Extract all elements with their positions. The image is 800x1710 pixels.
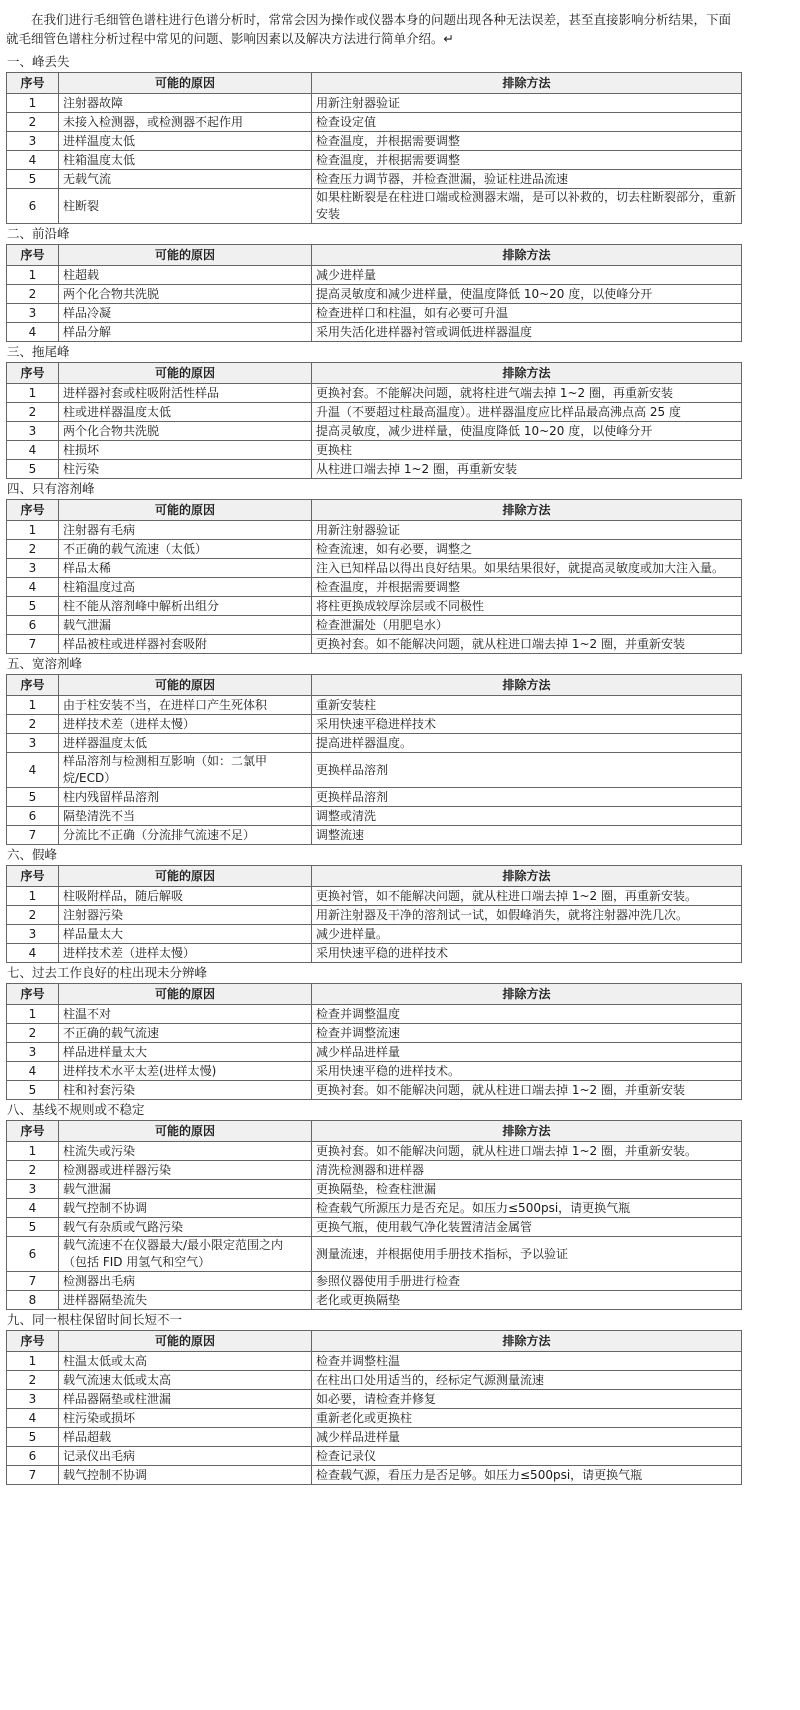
row-fix: 更换衬套。如不能解决问题，就从柱进口端去掉 1~2 圈，并重新安装 (312, 635, 742, 654)
header-fix: 排除方法 (312, 1331, 742, 1352)
section-title: 二、前沿峰 (7, 226, 70, 241)
troubleshooting-table (6, 244, 742, 342)
row-number: 3 (7, 304, 59, 323)
row-cause: 无载气流 (59, 170, 312, 189)
row-cause: 柱断裂 (59, 189, 312, 224)
row-number: 4 (7, 1062, 59, 1081)
row-fix: 更换样品溶剂 (312, 788, 742, 807)
row-number: 1 (7, 1142, 59, 1161)
table-row (7, 1062, 742, 1081)
row-fix: 检查泄漏处（用肥皂水） (312, 616, 742, 635)
row-cause: 载气泄漏 (59, 1180, 312, 1199)
row-number: 3 (7, 1390, 59, 1409)
table-row (7, 304, 742, 323)
row-fix: 减少进样量。 (312, 925, 742, 944)
row-fix: 检查载气所源压力是否充足。如压力≤500psi，请更换气瓶 (312, 1199, 742, 1218)
row-number: 4 (7, 1199, 59, 1218)
row-fix: 更换隔垫，检查柱泄漏 (312, 1180, 742, 1199)
row-number: 1 (7, 266, 59, 285)
row-number: 5 (7, 597, 59, 616)
row-cause: 记录仪出毛病 (59, 1447, 312, 1466)
row-number: 2 (7, 1371, 59, 1390)
row-cause: 注射器故障 (59, 94, 312, 113)
row-fix: 在柱出口处用适当的，经标定气源测量流速 (312, 1371, 742, 1390)
row-cause: 柱污染或损坏 (59, 1409, 312, 1428)
row-number: 5 (7, 1428, 59, 1447)
row-fix: 更换柱 (312, 441, 742, 460)
row-cause: 样品超载 (59, 1428, 312, 1447)
row-fix: 采用快速平稳进样技术 (312, 715, 742, 734)
table-row (7, 944, 742, 963)
intro-paragraph: 在我们进行毛细管色谱柱进行色谱分析时，常常会因为操作或仪器本身的问题出现各种无法误差，甚至直接影响分析结果，下面就毛细管色谱柱分析过程中常见的问题、影响因素以及解决方法进行简单介绍。↵ (6, 12, 732, 46)
row-cause: 未接入检测器，或检测器不起作用 (59, 113, 312, 132)
row-fix: 采用快速平稳的进样技术 (312, 944, 742, 963)
row-number: 7 (7, 1466, 59, 1485)
row-cause: 柱损坏 (59, 441, 312, 460)
row-fix: 调整流速 (312, 826, 742, 845)
row-fix: 从柱进口端去掉 1~2 圈，再重新安装 (312, 460, 742, 479)
row-cause: 进样技术差（进样太慢） (59, 944, 312, 963)
table-row (7, 94, 742, 113)
row-fix: 用新注射器验证 (312, 521, 742, 540)
row-cause: 两个化合物共洗脱 (59, 422, 312, 441)
row-fix: 调整或清洗 (312, 807, 742, 826)
table-row (7, 1199, 742, 1218)
row-cause: 注射器污染 (59, 906, 312, 925)
table-row (7, 616, 742, 635)
section-title: 四、只有溶剂峰 (7, 481, 95, 496)
row-number: 3 (7, 734, 59, 753)
row-cause: 由于柱安装不当，在进样口产生死体积 (59, 696, 312, 715)
row-fix: 提高灵敏度，减少进样量，使温度降低 10~20 度，以使峰分开 (312, 422, 742, 441)
table-row (7, 384, 742, 403)
row-cause: 注射器有毛病 (59, 521, 312, 540)
table-row (7, 540, 742, 559)
header-num: 序号 (7, 1331, 59, 1352)
row-number: 6 (7, 616, 59, 635)
table-header-row (7, 1331, 742, 1352)
row-cause: 柱箱温度过高 (59, 578, 312, 597)
row-fix: 检查温度，并根据需要调整 (312, 578, 742, 597)
table-header-row (7, 1121, 742, 1142)
table-header-row (7, 984, 742, 1005)
row-number: 6 (7, 1447, 59, 1466)
row-fix: 检查温度，并根据需要调整 (312, 151, 742, 170)
table-row (7, 696, 742, 715)
row-cause: 进样技术差（进样太慢） (59, 715, 312, 734)
row-cause: 柱温太低或太高 (59, 1352, 312, 1371)
row-number: 4 (7, 1409, 59, 1428)
row-number: 2 (7, 113, 59, 132)
table-row (7, 266, 742, 285)
row-number: 7 (7, 1272, 59, 1291)
section (6, 963, 742, 1100)
row-cause: 柱和衬套污染 (59, 1081, 312, 1100)
row-number: 5 (7, 170, 59, 189)
troubleshooting-table (6, 362, 742, 479)
section-title: 八、基线不规则或不稳定 (7, 1102, 145, 1117)
section (6, 342, 742, 479)
row-fix: 检查并调整柱温 (312, 1352, 742, 1371)
row-fix: 重新老化或更换柱 (312, 1409, 742, 1428)
row-fix: 减少样品进样量 (312, 1043, 742, 1062)
row-fix: 更换气瓶，使用载气净化装置清洁金属管 (312, 1218, 742, 1237)
table-row (7, 753, 742, 788)
table-row (7, 460, 742, 479)
row-number: 3 (7, 422, 59, 441)
row-fix: 如果柱断裂是在柱进口端或检测器末端，是可以补救的，切去柱断裂部分，重新安装 (312, 189, 742, 224)
header-cause: 可能的原因 (59, 500, 312, 521)
row-cause: 进样器衬套或柱吸附活性样品 (59, 384, 312, 403)
header-fix: 排除方法 (312, 1121, 742, 1142)
header-cause: 可能的原因 (59, 675, 312, 696)
row-fix: 检查设定值 (312, 113, 742, 132)
row-cause: 分流比不正确（分流排气流速不足） (59, 826, 312, 845)
section-title: 五、宽溶剂峰 (7, 656, 83, 671)
header-fix: 排除方法 (312, 675, 742, 696)
row-number: 6 (7, 807, 59, 826)
table-header-row (7, 363, 742, 384)
row-number: 1 (7, 384, 59, 403)
header-cause: 可能的原因 (59, 1331, 312, 1352)
table-row (7, 1237, 742, 1272)
row-cause: 检测器出毛病 (59, 1272, 312, 1291)
row-fix: 检查并调整流速 (312, 1024, 742, 1043)
header-fix: 排除方法 (312, 984, 742, 1005)
row-cause: 样品量太大 (59, 925, 312, 944)
header-cause: 可能的原因 (59, 73, 312, 94)
row-fix: 提高灵敏度和减少进样量，使温度降低 10~20 度，以使峰分开 (312, 285, 742, 304)
table-row (7, 1005, 742, 1024)
row-fix: 更换衬套。如不能解决问题，就从柱进口端去掉 1~2 圈，并重新安装。 (312, 1142, 742, 1161)
row-number: 4 (7, 944, 59, 963)
row-fix: 更换衬管，如不能解决问题，就从柱进口端去掉 1~2 圈，再重新安装。 (312, 887, 742, 906)
section-title: 九、同一根柱保留时间长短不一 (7, 1312, 183, 1327)
row-fix: 清洗检测器和进样器 (312, 1161, 742, 1180)
row-cause: 载气控制不协调 (59, 1466, 312, 1485)
section-title: 一、峰丢失 (7, 54, 70, 69)
row-number: 8 (7, 1291, 59, 1310)
header-num: 序号 (7, 1121, 59, 1142)
row-cause: 柱或进样器温度太低 (59, 403, 312, 422)
header-cause: 可能的原因 (59, 245, 312, 266)
row-fix: 老化或更换隔垫 (312, 1291, 742, 1310)
header-num: 序号 (7, 245, 59, 266)
table-row (7, 715, 742, 734)
table-row (7, 113, 742, 132)
table-row (7, 189, 742, 224)
header-num: 序号 (7, 675, 59, 696)
row-fix: 检查载气源，看压力是否足够。如压力≤500psi，请更换气瓶 (312, 1466, 742, 1485)
header-num: 序号 (7, 866, 59, 887)
table-row (7, 578, 742, 597)
row-fix: 更换样品溶剂 (312, 753, 742, 788)
table-header-row (7, 245, 742, 266)
header-cause: 可能的原因 (59, 363, 312, 384)
section-title: 三、拖尾峰 (7, 344, 70, 359)
table-row (7, 403, 742, 422)
row-number: 4 (7, 323, 59, 342)
row-cause: 样品太稀 (59, 559, 312, 578)
table-row (7, 1043, 742, 1062)
row-cause: 柱超载 (59, 266, 312, 285)
header-fix: 排除方法 (312, 500, 742, 521)
row-fix: 更换衬套。不能解决问题，就将柱进气端去掉 1~2 圈，再重新安装 (312, 384, 742, 403)
row-number: 1 (7, 94, 59, 113)
row-fix: 提高进样器温度。 (312, 734, 742, 753)
row-fix: 将柱更换成较厚涂层或不同极性 (312, 597, 742, 616)
table-row (7, 1272, 742, 1291)
row-number: 5 (7, 788, 59, 807)
row-cause: 检测器或进样器污染 (59, 1161, 312, 1180)
row-cause: 进样器隔垫流失 (59, 1291, 312, 1310)
header-num: 序号 (7, 363, 59, 384)
table-row (7, 151, 742, 170)
row-number: 2 (7, 403, 59, 422)
row-cause: 两个化合物共洗脱 (59, 285, 312, 304)
section-title: 六、假峰 (7, 847, 58, 862)
table-row (7, 132, 742, 151)
header-cause: 可能的原因 (59, 984, 312, 1005)
row-number: 1 (7, 1352, 59, 1371)
row-number: 7 (7, 826, 59, 845)
table-row (7, 807, 742, 826)
row-number: 4 (7, 578, 59, 597)
row-fix: 检查并调整温度 (312, 1005, 742, 1024)
row-cause: 样品被柱或进样器衬套吸附 (59, 635, 312, 654)
table-row (7, 170, 742, 189)
row-number: 4 (7, 753, 59, 788)
table-row (7, 826, 742, 845)
row-cause: 隔垫清洗不当 (59, 807, 312, 826)
table-row (7, 1409, 742, 1428)
troubleshooting-table (6, 499, 742, 654)
row-fix: 采用快速平稳的进样技术。 (312, 1062, 742, 1081)
row-cause: 柱内残留样品溶剂 (59, 788, 312, 807)
section (6, 479, 742, 654)
table-row (7, 1081, 742, 1100)
row-number: 5 (7, 1081, 59, 1100)
header-fix: 排除方法 (312, 363, 742, 384)
table-row (7, 1218, 742, 1237)
row-number: 6 (7, 189, 59, 224)
row-cause: 不正确的载气流速 (59, 1024, 312, 1043)
table-row (7, 1390, 742, 1409)
row-fix: 参照仪器使用手册进行检查 (312, 1272, 742, 1291)
section (6, 1310, 742, 1485)
troubleshooting-table (6, 983, 742, 1100)
header-fix: 排除方法 (312, 245, 742, 266)
table-row (7, 906, 742, 925)
table-header-row (7, 500, 742, 521)
row-number: 2 (7, 285, 59, 304)
row-cause: 样品溶剂与检测相互影响（如：二氯甲烷/ECD） (59, 753, 312, 788)
header-fix: 排除方法 (312, 866, 742, 887)
table-row (7, 1447, 742, 1466)
row-cause: 柱污染 (59, 460, 312, 479)
table-header-row (7, 866, 742, 887)
table-row (7, 441, 742, 460)
row-cause: 样品进样量太大 (59, 1043, 312, 1062)
section (6, 224, 742, 342)
troubleshooting-table (6, 865, 742, 963)
row-number: 3 (7, 559, 59, 578)
table-row (7, 285, 742, 304)
row-fix: 用新注射器验证 (312, 94, 742, 113)
row-cause: 柱温不对 (59, 1005, 312, 1024)
header-num: 序号 (7, 73, 59, 94)
table-row (7, 1142, 742, 1161)
row-cause: 载气控制不协调 (59, 1199, 312, 1218)
row-number: 3 (7, 1043, 59, 1062)
row-number: 6 (7, 1237, 59, 1272)
row-cause: 进样温度太低 (59, 132, 312, 151)
table-row (7, 1428, 742, 1447)
table-row (7, 1180, 742, 1199)
row-fix: 减少进样量 (312, 266, 742, 285)
row-cause: 进样技术水平太差(进样太慢) (59, 1062, 312, 1081)
row-number: 5 (7, 1218, 59, 1237)
header-num: 序号 (7, 984, 59, 1005)
row-fix: 升温（不要超过柱最高温度）。进样器温度应比样品最高沸点高 25 度 (312, 403, 742, 422)
row-fix: 用新注射器及干净的溶剂试一试，如假峰消失，就将注射器冲洗几次。 (312, 906, 742, 925)
row-cause: 载气流速不在仪器最大/最小限定范围之内（包括 FID 用氢气和空气） (59, 1237, 312, 1272)
sections-container (6, 52, 742, 1485)
row-fix: 减少样品进样量 (312, 1428, 742, 1447)
table-row (7, 597, 742, 616)
table-row (7, 635, 742, 654)
row-number: 2 (7, 1024, 59, 1043)
row-fix: 注入已知样品以得出良好结果。如果结果很好，就提高灵敏度或加大注入量。 (312, 559, 742, 578)
table-header-row (7, 675, 742, 696)
section (6, 654, 742, 845)
row-fix: 检查流速，如有必要，调整之 (312, 540, 742, 559)
section (6, 1100, 742, 1310)
row-fix: 如必要，请检查并修复 (312, 1390, 742, 1409)
table-row (7, 1161, 742, 1180)
row-number: 4 (7, 441, 59, 460)
section (6, 845, 742, 963)
troubleshooting-table (6, 72, 742, 224)
row-fix: 检查温度，并根据需要调整 (312, 132, 742, 151)
row-fix: 重新安装柱 (312, 696, 742, 715)
row-cause: 进样器温度太低 (59, 734, 312, 753)
table-row (7, 323, 742, 342)
row-number: 4 (7, 151, 59, 170)
table-row (7, 422, 742, 441)
row-cause: 载气泄漏 (59, 616, 312, 635)
row-number: 3 (7, 925, 59, 944)
table-row (7, 1024, 742, 1043)
row-number: 2 (7, 1161, 59, 1180)
table-row (7, 1291, 742, 1310)
table-header-row (7, 73, 742, 94)
table-row (7, 1371, 742, 1390)
row-cause: 柱流失或污染 (59, 1142, 312, 1161)
table-row (7, 1352, 742, 1371)
row-number: 1 (7, 887, 59, 906)
row-cause: 柱箱温度太低 (59, 151, 312, 170)
table-row (7, 887, 742, 906)
troubleshooting-table (6, 1330, 742, 1485)
table-row (7, 559, 742, 578)
row-fix: 采用失活化进样器衬管或调低进样器温度 (312, 323, 742, 342)
section-title: 七、过去工作良好的柱出现未分辨峰 (7, 965, 208, 980)
row-cause: 载气有杂质或气路污染 (59, 1218, 312, 1237)
row-fix: 检查进样口和柱温，如有必要可升温 (312, 304, 742, 323)
header-cause: 可能的原因 (59, 1121, 312, 1142)
troubleshooting-table (6, 1120, 742, 1310)
row-cause: 柱不能从溶剂峰中解析出组分 (59, 597, 312, 616)
table-row (7, 788, 742, 807)
row-fix: 检查记录仪 (312, 1447, 742, 1466)
document (0, 10, 742, 1485)
row-cause: 柱吸附样品，随后解吸 (59, 887, 312, 906)
header-fix: 排除方法 (312, 73, 742, 94)
row-number: 7 (7, 635, 59, 654)
table-row (7, 734, 742, 753)
row-cause: 样品器隔垫或柱泄漏 (59, 1390, 312, 1409)
row-fix: 检查压力调节器，并检查泄漏，验证柱进品流速 (312, 170, 742, 189)
table-row (7, 521, 742, 540)
row-cause: 载气流速太低或太高 (59, 1371, 312, 1390)
row-cause: 不正确的载气流速（太低） (59, 540, 312, 559)
row-number: 2 (7, 906, 59, 925)
row-cause: 样品分解 (59, 323, 312, 342)
row-number: 2 (7, 715, 59, 734)
row-number: 3 (7, 1180, 59, 1199)
row-number: 3 (7, 132, 59, 151)
troubleshooting-table (6, 674, 742, 845)
header-cause: 可能的原因 (59, 866, 312, 887)
row-number: 2 (7, 540, 59, 559)
section (6, 52, 742, 224)
row-fix: 更换衬套。如不能解决问题，就从柱进口端去掉 1~2 圈，并重新安装 (312, 1081, 742, 1100)
row-fix: 测量流速，并根据使用手册技术指标，予以验证 (312, 1237, 742, 1272)
header-num: 序号 (7, 500, 59, 521)
row-number: 1 (7, 696, 59, 715)
row-cause: 样品冷凝 (59, 304, 312, 323)
row-number: 1 (7, 1005, 59, 1024)
row-number: 5 (7, 460, 59, 479)
table-row (7, 925, 742, 944)
table-row (7, 1466, 742, 1485)
row-number: 1 (7, 521, 59, 540)
